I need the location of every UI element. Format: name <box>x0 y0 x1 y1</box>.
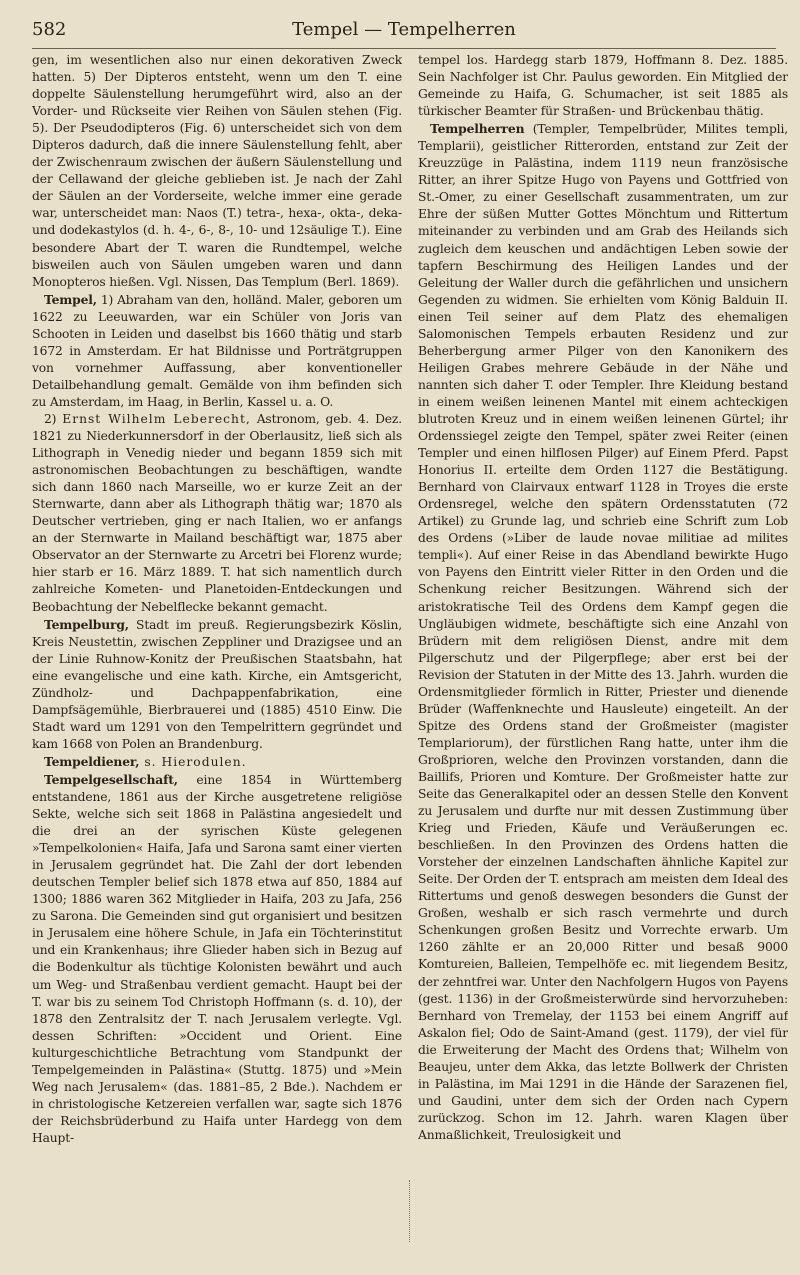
entry-text: Astronom, geb. 4. Dez. 1821 zu Niederkunnersdorf in der Oberlausitz, ließ sich als Lithograph in Venedig nieder und begann 1859 sich mit astronomischen Beobachtungen zu beschäftigen, wandte sich dann 1860 nach Marseille, wo er kurze Zeit an der Sternwarte, dann aber als Lithograph thätig war; 1870 als Deutscher vertrieben, ging er nach Italien, wo er anfangs an der Sternwarte in Mailand beschäftigt war, 1875 aber Observator an der Sternwarte zu Arcetri bei Florenz wurde; hier starb er 16. März 1889. T. hat sich namentlich durch zahlreiche Kometen- und Planetoiden-Entdeckungen und Beobachtung der Nebelflecke bekannt gemacht. <box>32 411 402 614</box>
running-title: Tempel — Tempelherren <box>292 19 516 40</box>
entry-lemma: Tempelherren <box>430 121 525 137</box>
page-number: 582 <box>32 19 67 40</box>
entry-tempelherren <box>418 120 788 1144</box>
entry-lemma: Tempelburg, <box>44 616 129 632</box>
paragraph: tempel los. Hardegg starb 1879, Hoffmann 8. Dez. 1885. Sein Nachfolger ist Chr. Paulus geworden. Ein Mitglied der Gemeinde zu Haifa, G. Schumacher, ist seit 1885 als türkischer Beamter für Straßen- und Brückenbau thätig. <box>418 53 788 119</box>
entry-tempelburg <box>32 616 402 753</box>
entry-text: Stadt im preuß. Regierungsbezirk Köslin, Kreis Neustettin, zwischen Zeppliner und Drazigsee und an der Linie Ruhnow-Konitz der Preußischen Staatsbahn, hat eine evangelische und eine kath. Kirche, ein Amtsgericht, Zündholz- und Dachpappenfabrikation, eine Dampfsägemühle, Bierbrauerei und (1885) 4510 Einw. Die Stadt ward um 1291 von den Tempelrittern gegründet und kam 1668 von Polen an Brandenburg. <box>32 617 402 751</box>
entry-tempel <box>32 291 402 411</box>
entry-text: eine 1854 in Württemberg entstandene, 1861 aus der Kirche ausgetretene religiöse Sekte, welche sich seit 1868 in Palästina angesiedelt und die drei an der syrischen Küste gelegenen »Tempelkolonien« Haifa, Jafa und Sarona samt einer vierten in Jerusalem gegründet hat. Die Zahl der dort lebenden deutschen Templer belief sich 1878 etwa auf 850, 1884 auf 1300; 1886 waren 362 Mitglieder in Haifa, 203 zu Jafa, 256 zu Sarona. Die Gemeinden sind gut organisiert und besitzen in Jerusalem eine höhere Schule, in Jafa ein Töchterinstitut und ein Krankenhaus; ihre Glieder haben sich in Bezug auf die Bodenkultur als tüchtige Kolonisten bewährt und auch um Weg- und Straßenbau verdient gemacht. Haupt bei der T. war bis zu seinem Tod Christoph Hoffmann (s. d. 10), der 1878 den Zentralsitz der T. nach Jerusalem verlegte. Vgl. dessen Schriften: »Occident und Orient. Eine kulturgeschichtliche Betrachtung vom Standpunkt der Tempelgemeinden in Palästina« (Stuttg. 1875) und »Mein Weg nach Jerusalem« (das. 1881–85, 2 Bde.). Nachdem er in christologische Ketzereien verfallen war, sagte sich 1876 der Reichsbrüderbund zu Haifa unter Hardegg von dem Haupt- <box>32 772 402 1145</box>
entry-lemma: Tempel, <box>44 291 97 307</box>
entry-text: s. Hierodulen. <box>139 754 247 769</box>
entry-number: 2) <box>44 411 63 426</box>
entry-lemma: Tempeldiener, <box>44 753 140 769</box>
page-header <box>32 14 776 49</box>
left-column <box>32 52 402 1267</box>
entry-lemma: Tempelgesellschaft, <box>44 771 178 787</box>
entry-name: Ernst Wilhelm Leberecht, <box>62 411 251 426</box>
right-column <box>418 52 788 1267</box>
entry-tempeldiener <box>32 753 402 771</box>
column-divider <box>409 1180 410 1242</box>
entry-text: (Templer, Tempelbrüder, Milites templi, Templarii), geistlicher Ritterorden, entstand zur Zeit der Kreuzzüge in Palästina, indem 1119 neun französische Ritter, an ihrer Spitze Hugo von Payens und Gottfried von St.-Omer, zu einer Gesellschaft zusammentraten, um zur Ehre der süßen Mutter Gottes Mönchtum und Rittertum miteinander zu verbinden und am Grab des Heilands sich zugleich dem keuschen und andächtigen Leben sowie der tapfern Beschirmung des Heiligen Landes und der Geleitung der Waller durch die gefährlichen und unsichern Gegenden zu widmen. Sie erhielten vom König Balduin II. einen Teil seiner auf dem Platz des ehemaligen Salomonischen Tempels erbauten Residenz und zur Beherbergung armer Pilger von den Kanonikern des Heiligen Grabes mehrere Gebäude in der Nähe und nannten sich daher T. oder Templer. Ihre Kleidung bestand in einem weißen leinenen Mantel mit einem achteckigen blutroten Kreuz und in einem weißen leinenen Gürtel; ihr Ordenssiegel zeigte den Tempel, später zwei Reiter (einen Templer und einen hilflosen Pilger) auf Einem Pferd. Papst Honorius II. erteilte dem Orden 1127 die Bestätigung. Bernhard von Clairvaux entwarf 1128 in Troyes die erste Ordensregel, welche den spätern Ordensstatuten (72 Artikel) zu Grunde lag, und schrieb eine Schrift zum Lob des Ordens (»Liber de laude novae militiae ad milites templi«). Auf einer Reise in das Abendland bewirkte Hugo von Payens den Eintritt vieler Ritter in den Orden und die Schenkung reicher Besitzungen. Während sich der aristokratische Teil des Ordens dem Kampf gegen die Ungläubigen widmete, beschäftigte sich eine Anzahl von Brüdern mit dem religiösen Dienst, andre mit dem Pilgerschutz und der Pilgerpflege; aber erst bei der Revision der Statuten in der Mitte des 13. Jahrh. wurden die Ordensmitglieder förmlich in Ritter, Priester und dienende Brüder (Waffenknechte und Hausleute) eingeteilt. An der Spitze des Ordens stand der Großmeister (magister Templariorum), der fürstlichen Rang hatte, unter ihm die Großprioren, welche den Provinzen vorstanden, dann die Baillifs, Prioren und Komture. Der Großmeister hatte zur Seite das Generalkapitel oder an dessen Stelle den Konvent zu Jerusalem und durfte nur mit dessen Zustimmung über Krieg und Frieden, Käufe und Veräußerungen ec. beschließen. In den Provinzen des Ordens hatten die Vorsteher der einzelnen Landschaften ähnliche Kapitel zur Seite. Der Orden der T. entsprach am meisten dem Ideal des Rittertums und genoß deswegen besonders die Gunst der Großen, weshalb er sich rasch vermehrte und durch Schenkungen großen Besitz und Vorrechte erwarb. Um 1260 zählte er an 20,000 Ritter und besaß 9000 Komtureien, Balleien, Tempelhöfe ec. mit liegendem Besitz, der zehntfrei war. Unter den Nachfolgern Hugos von Payens (gest. 1136) in der Großmeisterwürde sind hervorzuheben: Bernhard von Tremelay, der 1153 bei einem Angriff auf Askalon fiel; Odo de Saint-Amand (gest. 1179), der viel für die Erweiterung der Macht des Ordens that; Wilhelm von Beaujeu, unter dem Akka, das letzte Bollwerk der Christen in Palästina, im Mai 1291 in die Hände der Sarazenen fiel, und Gaudini, unter dem sich der Orden nach Cypern zurückzog. Schon im 12. Jahrh. waren Klagen über Anmaßlichkeit, Treulosigkeit und <box>418 122 788 1142</box>
entry-text: 1) Abraham van den, holländ. Maler, geboren um 1622 zu Leeuwarden, war ein Schüler von Joris van Schooten in Leiden und daselbst bis 1660 thätig und starb 1672 in Amsterdam. Er hat Bildnisse und Porträtgruppen von vornehmer Auffassung, aber konventioneller Detailbehandlung gemalt. Gemälde von ihm befinden sich zu Amsterdam, im Haag, in Berlin, Kassel u. a. O. <box>32 292 402 409</box>
entry-tempelgesellschaft <box>32 771 402 1147</box>
entry-tempel-2 <box>32 411 402 616</box>
paragraph: gen, im wesentlichen also nur einen dekorativen Zweck hatten. 5) Der Dipteros entsteht, wenn um den T. eine doppelte Säulenstellung herumgeführt wird, also an der Vorder- und Rückseite vier Reihen von Säulen stehen (Fig. 5). Der Pseudodipteros (Fig. 6) unterscheidet sich von dem Dipteros dadurch, daß die innere Säulenstellung fehlt, aber der Zwischenraum zwischen der äußern Säulenstellung und der Cellawand der gleiche geblieben ist. Je nach der Zahl der Säulen an der Vorderseite, welche immer eine gerade war, unterscheidet man: Naos (T.) tetra-, hexa-, okta-, deka- und dodekastylos (d. h. 4-, 6-, 8-, 10- und 12säulige T.). Eine besondere Abart der T. waren die Rundtempel, welche bisweilen auch von Säulen umgeben waren und dann Monopteros hießen. Vgl. Nissen, Das Templum (Berl. 1869). <box>32 53 402 289</box>
